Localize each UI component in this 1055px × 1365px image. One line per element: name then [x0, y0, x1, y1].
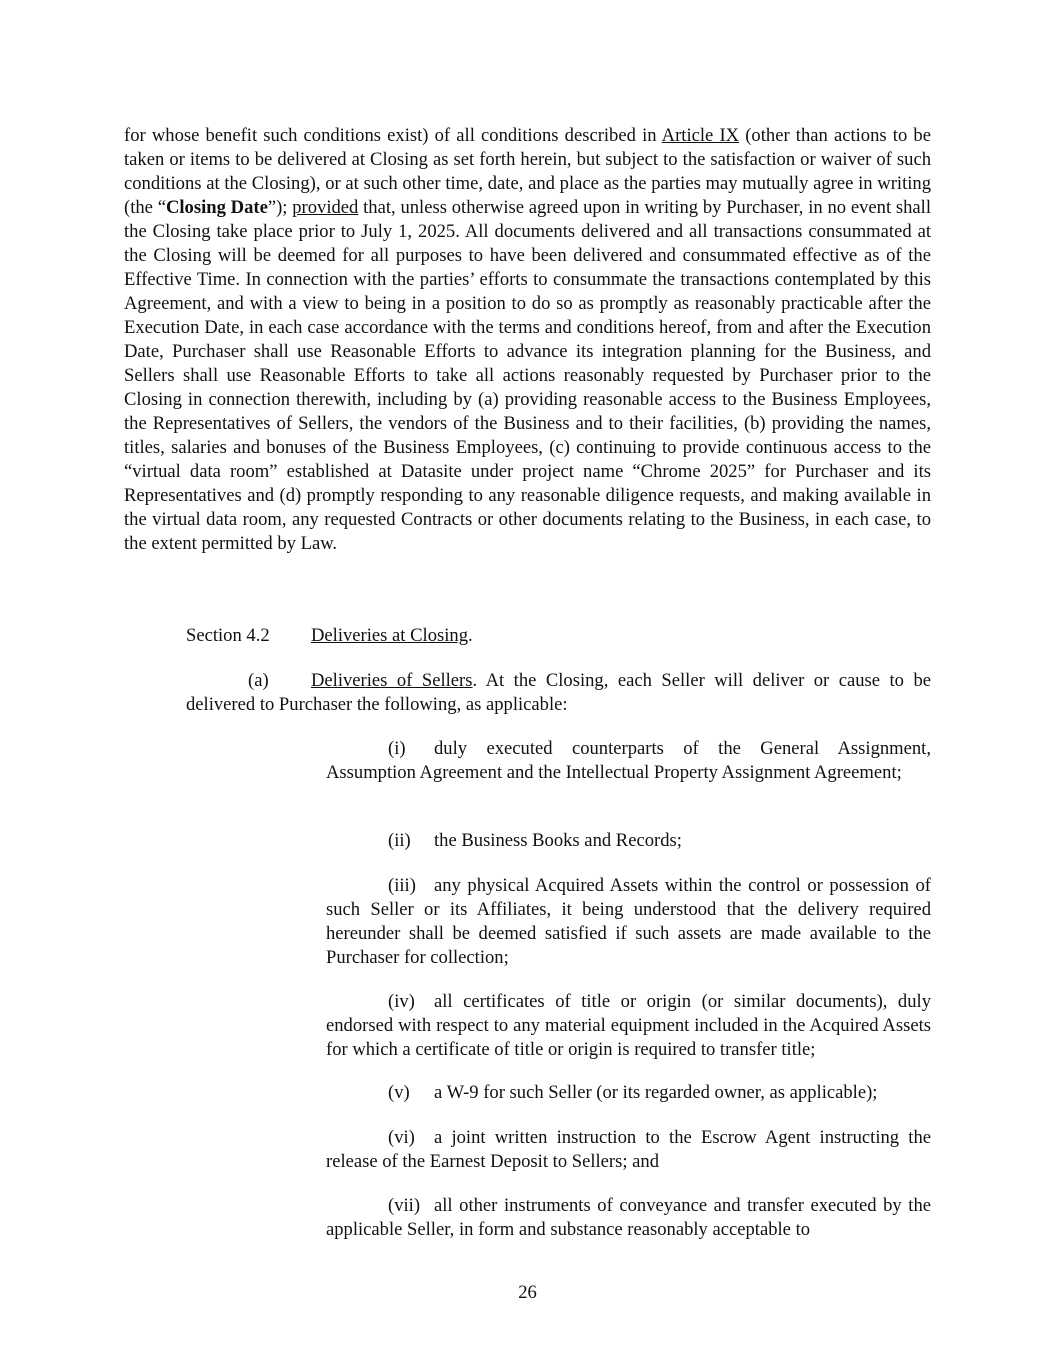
body-paragraph — [124, 124, 931, 556]
item-label: (ii) — [388, 830, 411, 851]
body-text-2: (other than actions to be taken or items to be delivered at Closing as set forth herein, but subject to the satisfaction or waiver of such conditions at the Closing), or at such other time, date, and place as the parties may mutually agree in writing (the “ — [124, 125, 931, 218]
closing-date-defined-term: Closing Date — [165, 197, 268, 218]
provided-proviso: provided — [292, 197, 359, 218]
item-label: (iv) — [388, 991, 415, 1012]
delivery-item — [326, 737, 931, 785]
body-text-3: ”); — [267, 197, 293, 218]
item-text: a joint written instruction to the Escrow Agent instructing the release of the Earnest Deposit to Sellers; and — [326, 1127, 931, 1172]
subsection-a-paragraph — [186, 669, 931, 717]
body-text-4: that, unless otherwise agreed upon in writing by Purchaser, in no event shall the Closing take place prior to July 1, 2025. All documents delivered and all transactions consummated at the Closing will be deemed for all purposes to have been delivered and consummated effective as of the Effective Time. In connection with the parties’ efforts to consummate the transactions contemplated by this Agreement, and with a view to being in a position to do so as promptly as reasonably practicable after the Execution Date, in each case accordance with the terms and conditions hereof, from and after the Execution Date, Purchaser shall use Reasonable Efforts to advance its integration planning for the Business, and Sellers shall use Reasonable Efforts to take all actions reasonably requested by Purchaser prior to the Closing in connection therewith, including by (a) providing reasonable access to the Business Employees, the Representatives of Sellers, the vendors of the Business and to their facilities, (b) providing the names, titles, salaries and bonuses of the Business Employees, (c) continuing to provide continuous access to the “virtual data room” established at Datasite under project name “Chrome 2025” for Purchaser and its Representatives and (d) promptly responding to any reasonable diligence requests, and making available in the virtual data room, any requested Contracts or other documents relating to the Business, in each case, to the extent permitted by Law. — [124, 197, 932, 554]
delivery-item — [326, 990, 931, 1062]
body-text-1: for whose benefit such conditions exist) of all conditions described in — [124, 125, 662, 146]
delivery-item — [326, 1126, 931, 1174]
delivery-item — [326, 874, 931, 970]
subsection-a-text: . At the Closing, each Seller will deliver or cause to be delivered to Purchaser the following, as applicable: — [186, 670, 931, 715]
item-label: (v) — [388, 1082, 410, 1103]
article-ix-reference: Article IX — [661, 125, 740, 146]
item-label: (vii) — [388, 1195, 421, 1216]
item-label: (iii) — [388, 875, 416, 896]
subsection-a-label: (a) — [248, 670, 269, 691]
item-text: all other instruments of conveyance and transfer executed by the applicable Seller, in form and substance reasonably acceptable to — [326, 1195, 931, 1240]
section-heading — [186, 624, 473, 648]
item-label: (i) — [388, 738, 406, 759]
item-text: any physical Acquired Assets within the control or possession of such Seller or its Affiliates, it being understood that the delivery required hereunder shall be deemed satisfied if such assets are made available to the Purchaser for collection; — [326, 875, 931, 968]
item-text: the Business Books and Records; — [434, 830, 682, 851]
subsection-a-title: Deliveries of Sellers — [311, 670, 473, 691]
section-title: Deliveries at Closing — [311, 625, 468, 646]
item-text: duly executed counterparts of the General Assignment, Assumption Agreement and the Intellectual Property Assignment Agreement; — [326, 738, 931, 783]
delivery-item — [326, 829, 931, 853]
item-label: (vi) — [388, 1127, 415, 1148]
item-text: all certificates of title or origin (or similar documents), duly endorsed with respect to any material equipment included in the Acquired Assets for which a certificate of title or origin is required to transfer title; — [326, 991, 931, 1060]
section-number: Section 4.2 — [186, 625, 270, 646]
delivery-item — [326, 1194, 931, 1242]
delivery-item — [326, 1081, 931, 1105]
page-number: 26 — [518, 1282, 537, 1303]
item-text: a W-9 for such Seller (or its regarded owner, as applicable); — [434, 1082, 878, 1103]
section-title-end: . — [468, 625, 473, 646]
